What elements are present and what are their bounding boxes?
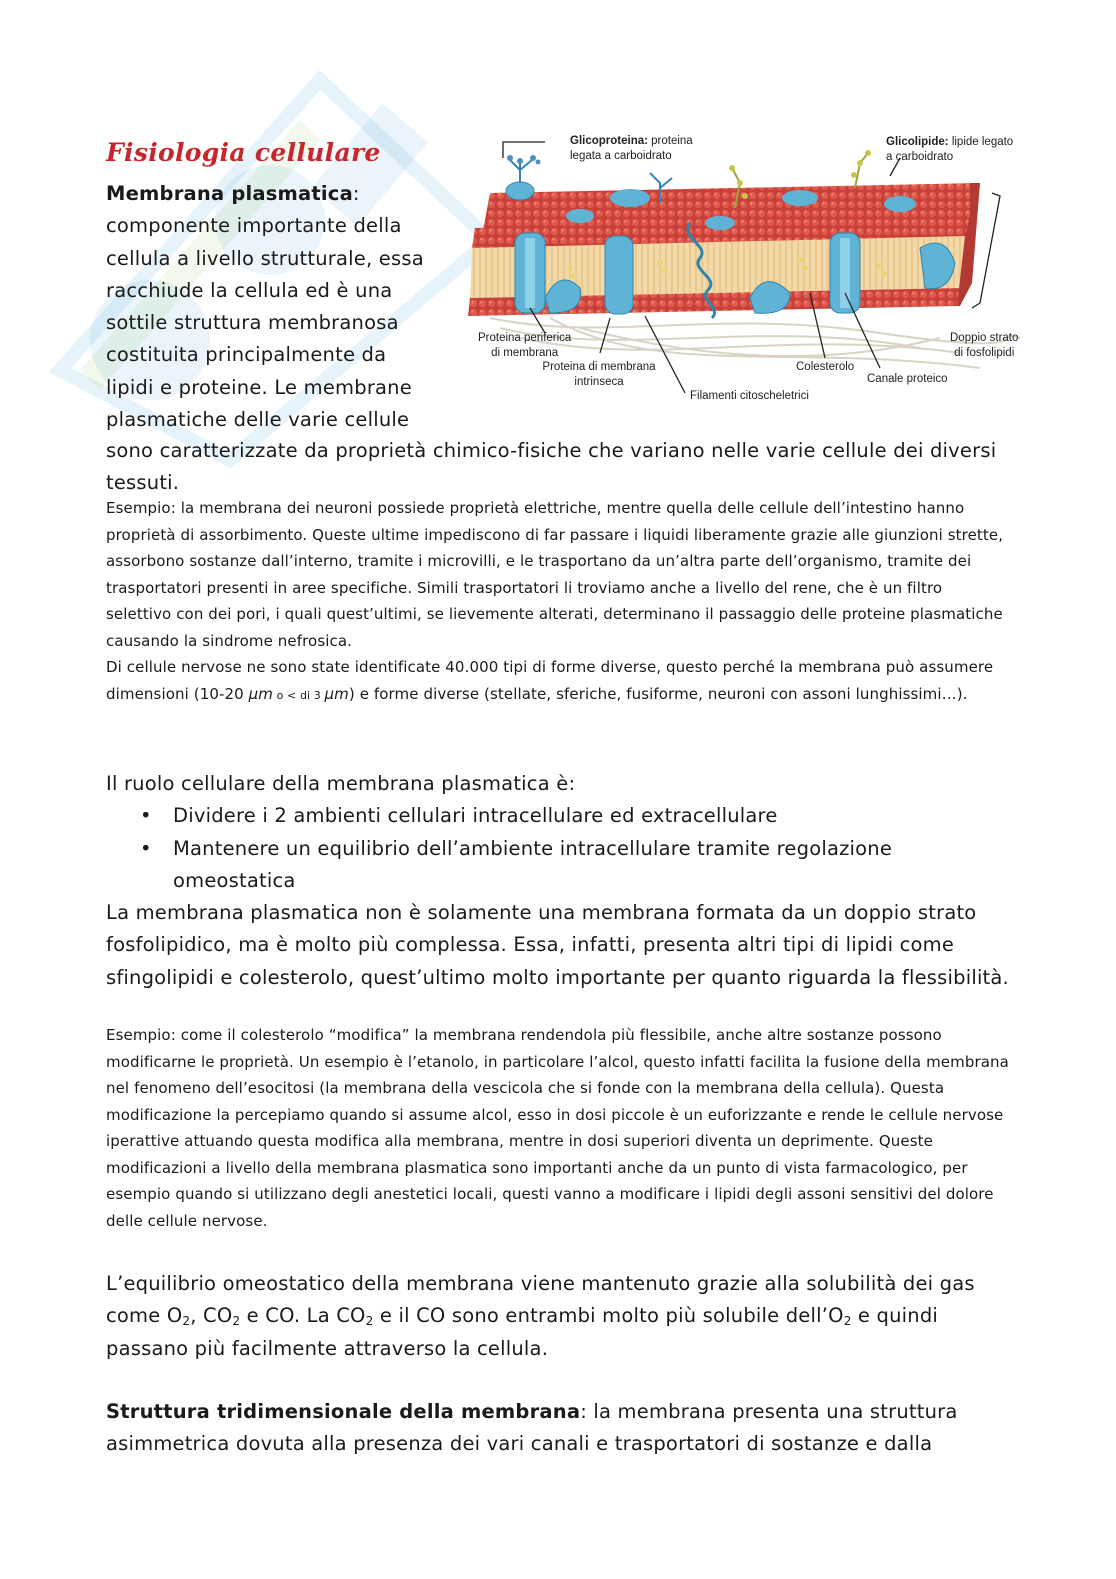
roles-intro: Il ruolo cellulare della membrana plasmatica è:	[106, 772, 576, 795]
label-glicoproteina: Glicoproteina: proteina legata a carboidrato	[570, 135, 693, 162]
example-colesterolo: Esempio: come il colesterolo “modifica” la membrana rendendola più flessibile, anche altre sostanze possono modificarne le proprietà. Un esempio è l’etanolo, in particolare l’alcol, questo infatti facilita la fusione della membrana nel fenomeno dell’esocitosi (la membrana della vescicola che si fonde con la membrana della cellula). Questa modificazione la percepiamo quando si assume alcol, esso in dosi piccole è un euforizzante e rende le cellule nervose iperattive attuando questa modifica alla membrana, mentre in dosi superiori diventa un deprimente. Queste modificazioni a livello della membrana plasmatica sono importanti anche da un punto di vista farmacologico, per esempio quando si utilizzano degli anestetici locali, questi vanno a modificare i lipidi degli assoni sensitivi del dolore delle cellule nervose.	[106, 1026, 1009, 1230]
intro-paragraph	[106, 178, 466, 436]
label-proteina-intrinseca: Proteina di membrana intrinseca	[542, 361, 656, 388]
intro-line: racchiude la cellula ed è una	[106, 278, 393, 302]
list-item: • Mantenere un equilibrio dell’ambiente intracellulare tramite regolazione omeostatica	[106, 833, 1011, 898]
intro-line: sottile struttura membranosa	[106, 311, 399, 335]
page-title: Fisiologia cellulare	[106, 138, 381, 167]
complexity-paragraph: La membrana plasmatica non è solamente una membrana formata da un doppio strato fosfolipidico, ma è molto più complessa. Essa, infatti, presenta altri tipi di lipidi come sfingolipidi e colesterolo, quest’ultimo molto importante per quanto riguarda la flessibilità.	[106, 901, 1009, 989]
list-item: • Dividere i 2 ambienti cellulari intracellulare ed extracellulare	[106, 800, 1011, 832]
label-doppio-strato: Doppio strato di fosfolipidi	[950, 332, 1019, 359]
intro-heading-line	[106, 178, 466, 210]
membrane-diagram	[460, 128, 1040, 413]
roles-list	[106, 800, 1011, 897]
structure-heading: Struttura tridimensionale della membrana	[106, 1400, 581, 1423]
example-neuroni	[106, 495, 1011, 709]
roles-section	[106, 768, 1011, 994]
intro-line: plasmatiche delle varie cellule	[106, 408, 410, 432]
label-proteina-periferica: Proteina periferica di membrana	[478, 332, 572, 359]
label-colesterolo: Colesterolo	[796, 361, 855, 373]
example-paragraph: Di cellule nervose ne sono state identificate 40.000 tipi di forme diverse, questo perché la membrana può assumere dimensioni (10-20 µm o < di 3 µm) e forme diverse (stellate, sferiche, fusiforme, neuroni con assoni lunghissimi…).	[106, 658, 994, 703]
label-glicolipide: Glicolipide: lipide legato a carboidrato	[886, 136, 1014, 163]
intro-line: costituita principalmente da	[106, 343, 387, 367]
gas-paragraph: L’equilibrio omeostatico della membrana viene mantenuto grazie alla solubilità dei gas come $O_2$, $CO_2$ e CO. La $CO_2$ e il CO sono entrambi molto più solubile $dell’O_2$ e quindi passano più facilmente attraverso la cellula.	[106, 1272, 975, 1360]
intro-heading: Membrana plasmatica	[106, 182, 353, 205]
intro-line: componente importante della	[106, 214, 402, 238]
intro-heading-colon: :	[352, 182, 360, 205]
intro-line: lipidi e proteine. Le membrane	[106, 375, 412, 399]
structure-paragraph: Struttura tridimensionale della membrana: la membrana presenta una struttura asimmetrica dovuta alla presenza dei vari canali e trasportatori di sostanze e dalla	[106, 1400, 958, 1456]
example-paragraph: Esempio: la membrana dei neuroni possiede proprietà elettriche, mentre quella delle cellule dell’intestino hanno proprietà di assorbimento. Queste ultime impediscono di far passare i liquidi liberamente grazie alle giunzioni strette, assorbono sostanze dall’interno, tramite i microvilli, e le trasportano da un’altra parte dell’organismo, tramite dei trasportatori presenti in aree specifiche. Simili trasportatori li troviamo anche a livello del rene, che è un filtro selettivo con dei pori, i quali quest’ultimi, se lievemente alterati, determinano il passaggio delle proteine plasmatiche causando la sindrome nefrosica.	[106, 499, 1004, 650]
intro-line: cellula a livello strutturale, essa	[106, 246, 424, 270]
label-canale-proteico: Canale proteico	[867, 373, 948, 385]
intro-continuation: sono caratterizzate da proprietà chimico-fisiche che variano nelle varie cellule dei diversi tessuti.	[106, 439, 997, 495]
label-filamenti: Filamenti citoscheletrici	[690, 390, 809, 402]
